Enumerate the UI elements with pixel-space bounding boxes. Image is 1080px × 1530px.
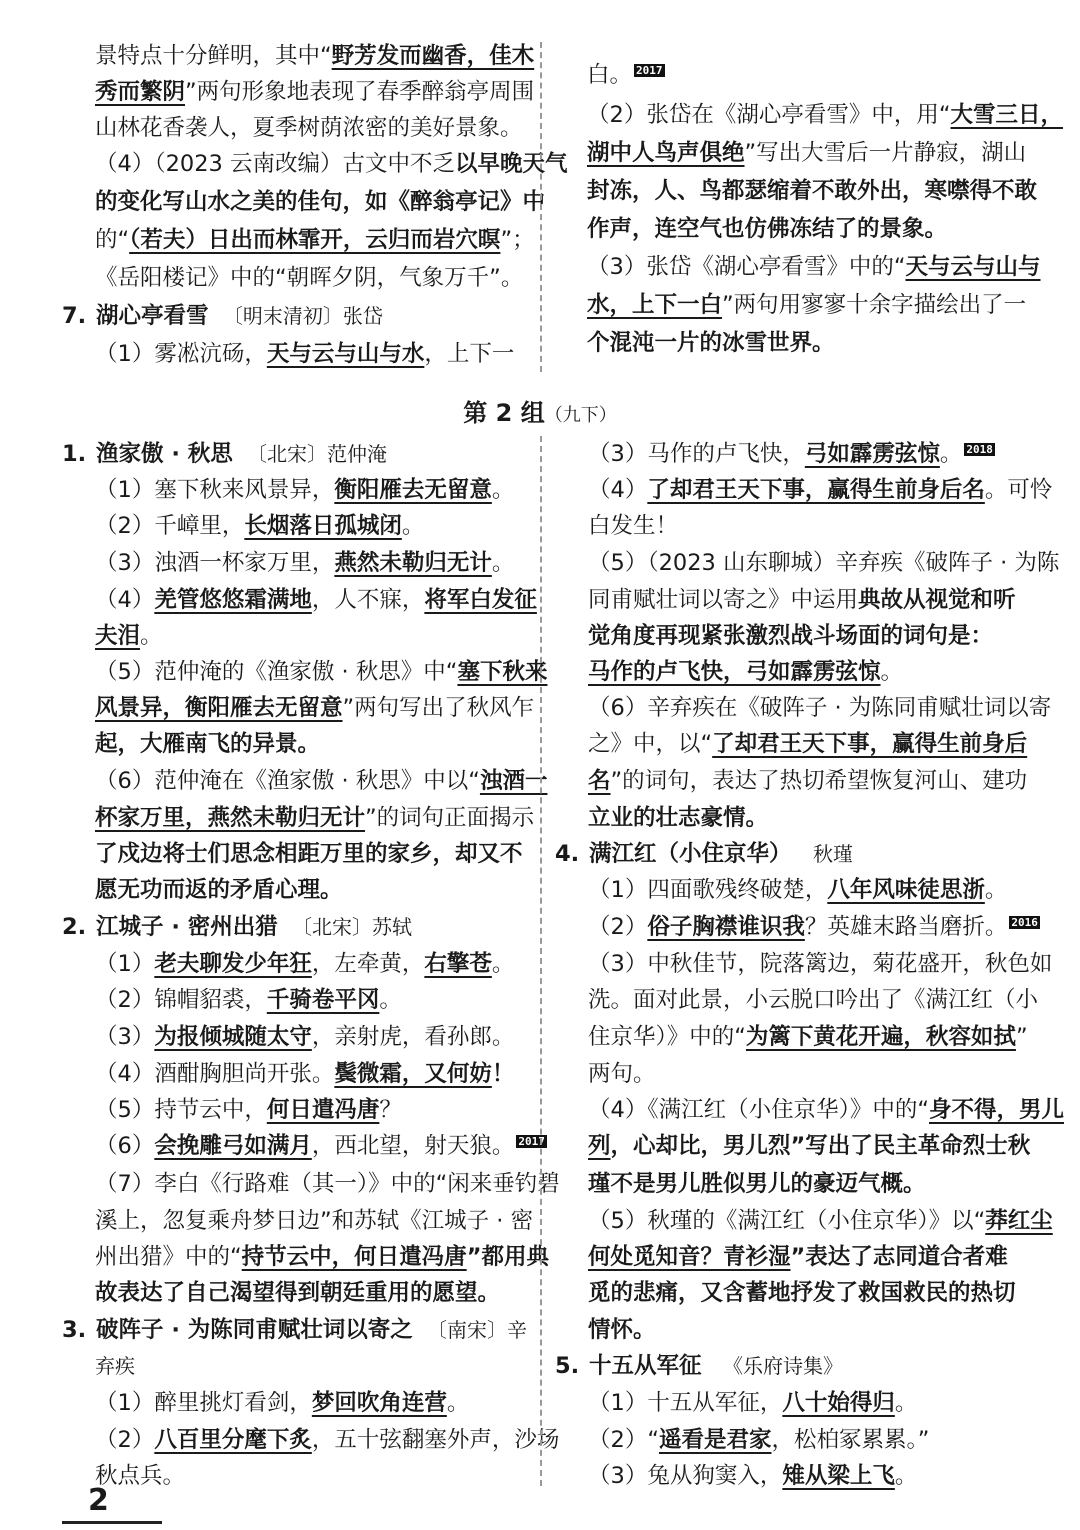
text-line: 湖中人鸟声俱绝”写出大雪后一片静寂，湖山 [587,140,1027,166]
item-heading: 7. 湖心亭看雪 〔明末清初〕张岱 [62,303,383,329]
text-line: 洗。面对此景，小云脱口吟出了《满江红（小 [588,987,1039,1013]
text-line: （1）醉里挑灯看剑，梦回吹角连营。 [95,1390,470,1416]
text-line: 马作的卢飞快，弓如霹雳弦惊。 [588,659,904,685]
text-line: 住京华）》中的“为篱下黄花开遍，秋容如拭” [588,1024,1028,1050]
text-line: （3）兔从狗窦入，雉从梁上飞。 [588,1463,918,1489]
item-heading: 3. 破阵子 · 为陈同甫赋壮词以寄之 〔南宋〕辛 [62,1317,528,1343]
text-line: 州出猎》中的“持节云中，何日遣冯唐”都用典 [95,1244,549,1270]
text-line: 个混沌一片的冰雪世界。 [587,330,835,356]
text-line: （2）千嶂里，长烟落日孤城闭。 [95,513,425,539]
text-line: （3）中秋佳节，院落篱边，菊花盛开，秋色如 [588,951,1053,977]
year-badge: 2017 [636,63,663,77]
text-line: 白发生！ [588,513,679,539]
text-line: （6）辛弃疾在《破阵子 · 为陈同甫赋壮词以寄 [588,695,1052,721]
text-line: 觉角度再现紧张激烈战斗场面的词句是： [588,623,994,649]
text-line: 的“（若夫）日出而林霏开，云归而岩穴暝”； [95,227,535,253]
text-line: （4）《满江红（小住京华）》中的“身不得，男儿 [588,1097,1064,1123]
year-badge: 2017 [518,1134,545,1148]
text-line: （3）张岱《湖心亭看雪》中的“天与云与山与 [587,254,1041,280]
text-line: （3）浊酒一杯家万里，燕然未勒归无计。 [95,550,515,576]
text-line: （4）了却君王天下事，赢得生前身后名。可怜 [588,477,1053,503]
text-line: 《岳阳楼记》中的“朝晖夕阴，气象万千”。 [95,265,524,291]
year-badge: 2018 [966,442,993,456]
text-line: （2）锦帽貂裘，千骑卷平冈。 [95,987,402,1013]
text-line: 杯家万里，燕然未勒归无计”的词句正面揭示 [95,805,535,831]
text-line: （1）四面歌残终破楚，八年风味徒思浙。 [588,877,1008,903]
column-divider [540,42,542,372]
text-line: （4）羌管悠悠霜满地，人不寐，将军白发征 [95,587,537,613]
group-title: 第 2 组（九下） [463,399,617,427]
text-line: 风景异，衡阳雁去无留意”两句写出了秋风乍 [95,695,535,721]
text-line: 两句。 [588,1061,656,1087]
column-divider [540,436,542,1486]
text-line: 的变化写山水之美的佳句，如《醉翁亭记》中 [95,189,546,215]
text-line: （2）张岱在《湖心亭看雪》中，用“大雪三日， [587,102,1063,128]
text-line: 之》中，以“了却君王天下事，赢得生前身后 [588,731,1028,757]
text-line: （1）十五从军征，八十始得归。 [588,1390,918,1416]
text-line: 觅的悲痛，又含蓄地抒发了救国救民的热切 [588,1280,1016,1306]
text-line: 封冻，人、鸟都瑟缩着不敢外出，寒噤得不敢 [587,178,1038,204]
text-line: 秀而繁阴”两句形象地表现了春季醉翁亭周围 [95,79,535,105]
text-line: （1）塞下秋来风景异，衡阳雁去无留意。 [95,477,515,503]
text-line: 同甫赋壮词以寄之》中运用典故从视觉和听 [588,587,1016,613]
text-line: （4）酒酣胸胆尚开张。鬓微霜，又何妨！ [95,1061,515,1087]
text-line: （4）（2023 云南改编）古文中不乏以早晚天气 [95,151,568,177]
text-line: （6）会挽雕弓如满月，西北望，射天狼。 2017 [95,1133,545,1159]
text-line: 白。 2017 [587,62,663,88]
text-line: （3）马作的卢飞快，弓如霹雳弦惊。 2018 [588,441,993,467]
item-heading: 5. 十五从军征 《乐府诗集》 [555,1353,843,1379]
year-badge: 2016 [1011,915,1038,929]
text-line: （2）八百里分麾下炙，五十弦翻塞外声，沙场 [95,1427,560,1453]
text-line: （5）（2023 山东聊城）辛弃疾《破阵子 · 为陈 [588,550,1060,576]
text-line: 瑾不是男儿胜似男儿的豪迈气概。 [588,1171,926,1197]
text-line: （6）范仲淹在《渔家傲 · 秋思》中以“浊酒一 [95,768,548,794]
text-line: 山林花香袭人，夏季树荫浓密的美好景象。 [95,115,523,141]
page-number: 2 [88,1483,109,1518]
text-line: 作声，连空气也仿佛冻结了的景象。 [587,216,948,242]
item-heading: 2. 江城子 · 密州出猎 〔北宋〕苏轼 [62,914,413,940]
item-heading: 1. 渔家傲 · 秋思 〔北宋〕范仲淹 [62,441,388,467]
text-line: 立业的壮志豪情。 [588,805,769,831]
text-line: 名”的词句，表达了热切希望恢复河山、建功 [588,768,1028,794]
text-line: （5）范仲淹的《渔家傲 · 秋思》中“塞下秋来 [95,659,548,685]
text-line: （1）老夫聊发少年狂，左牵黄，右擎苍。 [95,951,515,977]
text-line: 何处觅知音？青衫湿”表达了志同道合者难 [588,1244,1008,1270]
text-line: 弃疾 [95,1354,135,1378]
text-line: （2）俗子胸襟谁识我？英雄末路当磨折。 2016 [588,914,1038,940]
item-heading: 4. 满江红（小住京华） 秋瑾 [555,841,853,867]
text-line: （7）李白《行路难（其一）》中的“闲来垂钓碧 [95,1171,560,1197]
text-line: 夫泪。 [95,623,163,649]
text-line: （2）“遥看是君家，松柏冢累累。” [588,1427,930,1453]
text-line: （5）秋瑾的《满江红（小住京华）》以“莽红尘 [588,1208,1053,1234]
text-line: （5）持节云中，何日遣冯唐？ [95,1097,402,1123]
text-line: 水，上下一白”两句用寥寥十余字描绘出了一 [587,292,1027,318]
page-number-bar [62,1521,162,1524]
text-line: 溪上，忽复乘舟梦日边”和苏轼《江城子 · 密 [95,1208,534,1234]
text-line: 了戍边将士们思念相距万里的家乡，却又不 [95,841,523,867]
text-line: 起，大雁南飞的异景。 [95,731,321,757]
text-line: 愿无功而返的矛盾心理。 [95,877,343,903]
text-line: 秋点兵。 [95,1463,186,1489]
text-line: 情怀。 [588,1317,656,1343]
text-line: （3）为报倾城随太守，亲射虎，看孙郎。 [95,1024,515,1050]
text-line: 列，心却比，男儿烈”写出了民主革命烈士秋 [588,1133,1031,1159]
text-line: 景特点十分鲜明，其中“野芳发而幽香，佳木 [95,43,535,69]
text-line: 故表达了自己渴望得到朝廷重用的愿望。 [95,1280,501,1306]
text-line: （1）雾凇沆砀，天与云与山与水，上下一 [95,341,515,367]
